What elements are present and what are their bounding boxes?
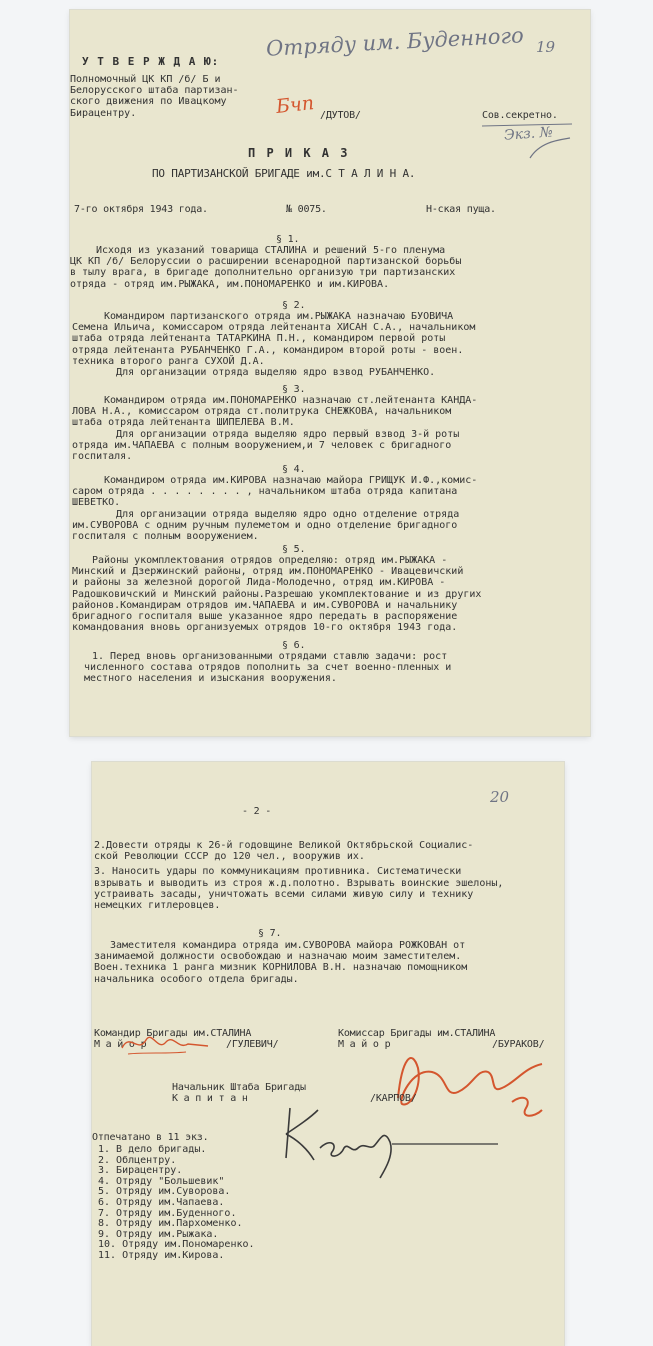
list-item: 11. Отряду им.Кирова. <box>98 1249 225 1261</box>
section-3-text: Командиром отряда им.ПОНОМАРЕНКО назначаю ст.лейтенанта КАНДА- ЛОВА Н.А., комиссаром отряда ст.политрука СНЕЖКОВА, начальником штаба отряда лейтенанта ШИПЕЛЕВА В.М. Для организации отряда выделяю ядро первый взвод 3-й роты отряда им.ЧАПАЕВА с полным вооружением,и 7 человек с бригадного госпиталя. <box>72 395 478 463</box>
section-4-text: Командиром отряда им.КИРОВА назначаю майора ГРИЩУК И.Ф.,комис- саром отряда . . . . . . . . , начальником штаба отряда капитана ШЕВЕТКО. Для организации отряда выделяю ядро одно отделение отряда им.СУВОРОВА с одним ручным пулеметом и одно отделение бригадного госпиталя с полным вооружением. <box>72 475 478 543</box>
commander-name: /ГУЛЕВИЧ/ <box>226 1039 279 1050</box>
list-item: 1. В дело бригады. <box>98 1144 207 1155</box>
handwritten-red-mark: Бчп <box>274 92 316 118</box>
approve-line: Бирацентру. <box>70 107 137 119</box>
list-item: 6. Отряду им.Чапаева. <box>98 1196 225 1208</box>
approve-label: У Т В Е Р Ж Д А Ю: <box>82 55 220 68</box>
copy-mark: Экз. № <box>503 124 554 144</box>
commissar-label: Комиссар Бригады им.СТАЛИНА <box>338 1028 496 1039</box>
distribution-header: Отпечатано в 11 экз. <box>92 1132 209 1143</box>
document-page-2 <box>92 762 564 1346</box>
handwritten-header: Отряду им. Буденного <box>265 23 525 61</box>
section-1-mark: § 1. <box>276 234 300 245</box>
commissar-rank: М а й о р <box>338 1039 391 1050</box>
approve-signature: /ДУТОВ/ <box>320 110 361 121</box>
approve-line: ского движения по Ивацкому <box>70 96 227 108</box>
commander-rank: М а й о р <box>94 1039 147 1050</box>
underline-scribble <box>480 122 576 162</box>
order-number: № 0075. <box>286 204 327 215</box>
chief-of-staff-label: Начальник Штаба Бригады <box>172 1082 306 1093</box>
order-date: 7-го октября 1943 года. <box>74 204 208 215</box>
section-5-text: Районы укомплектования отрядов определяю: отряд им.РЫЖАКА - Минский и Дзержинский районы, отряд им.ПОНОМАРЕНКО - Ивацевичский и районы за железной дорогой Лида-Молодечно, отряд им.КИРОВА - Радошковичский и Минский районы.Разрешаю укомплектование и из других районов.Командирам отрядов им.ЧАПАЕВА и им.СУВОРОВА и начальнику бригадного госпиталя выше указанное ядро передать в распоряжение командования вновь организуемых отрядов 10-го октября 1943 года. <box>72 555 482 634</box>
section-6-mark: § 6. <box>282 640 306 651</box>
section-3-mark: § 3. <box>282 384 306 395</box>
list-item: 9. Отряду им.Рыжака. <box>98 1228 219 1240</box>
order-subtitle: ПО ПАРТИЗАНСКОЙ БРИГАДЕ им.С Т А Л И Н А. <box>152 167 416 180</box>
commander-signature <box>116 1024 216 1060</box>
list-item: 7. Отряду им.Буденного. <box>98 1207 237 1219</box>
continuation-text: 2.Довести отряды к 26-й годовщине Великой Октябрьской Социалис- ской Революции СССР до 120 чел., вооружив их. 3. Наносить удары по коммуникациям противника. Систематически взрывать и выводить из строя ж.д.полотно. Взрывать воинские эшелоны, устраивать засады, уничтожать всеми силами живую силу и технику немецких гитлеровцев. <box>94 840 504 912</box>
chief-of-staff-signature <box>274 1088 504 1184</box>
chief-of-staff-rank: К а п и т а н <box>172 1093 248 1104</box>
section-2-mark: § 2. <box>282 300 306 311</box>
section-5-mark: § 5. <box>282 544 306 555</box>
commissar-name: /БУРАКОВ/ <box>492 1039 545 1050</box>
order-place: Н-ская пуща. <box>426 204 496 215</box>
secrecy-mark: Сов.секретно. <box>482 110 558 121</box>
section-6-text: 1. Перед вновь организованными отрядами ставлю задачи: рост численного состава отрядов пополнить за счет военно-пленных и местного населения и изыскания вооружения. <box>84 651 452 685</box>
document-page-1 <box>70 10 590 736</box>
distribution-list <box>98 1145 255 1262</box>
page-number: - 2 - <box>242 806 272 817</box>
section-7-mark: § 7. <box>258 928 282 939</box>
section-7-text: Заместителя командира отряда им.СУВОРОВА майора РОЖКОВАН от занимаемой должности освобождаю и назначаю моим заместителем. Воен.техника 1 ранга мизник КОРНИЛОВА В.Н. назначаю помощником начальника особого отдела бригады. <box>94 940 468 985</box>
handwritten-page-number-2: 20 <box>490 788 510 806</box>
handwritten-page-number: 19 <box>536 38 556 56</box>
section-2-text: Командиром партизанского отряда им.РЫЖАКА назначаю БУОВИЧА Семена Ильича, комиссаром отряда лейтенанта ХИСАН С.А., начальником штаба отряда лейтенанта ТАТАРКИНА П.Н., командиром первой роты отряда лейтенанта РУБАНЧЕНКО Г.А., командиром второй роты - воен. техника второго ранга СУХОЙ Д.А. Для организации отряда выделяю ядро взвод РУБАНЧЕНКО. <box>72 311 476 379</box>
list-item: 5. Отряду им.Суворова. <box>98 1186 231 1198</box>
section-1-text: Исходя из указаний товарища СТАЛИНА и решений 5-го пленума ЦК КП /б/ Белоруссии о расширении всенародной партизанской борьбы в тылу врага, в бригаде дополнительно организую три партизанских отряда - отряд им.РЫЖАКА, им.ПОНОМАРЕНКО и им.КИРОВА. <box>70 245 462 290</box>
list-item: 8. Отряду им.Пархоменко. <box>98 1218 243 1230</box>
chief-of-staff-name: /КАРПОВ/ <box>370 1093 417 1104</box>
approve-block <box>70 74 239 119</box>
list-item: 3. Бирацентру. <box>98 1165 183 1177</box>
approve-line: Полномочный ЦК КП /б/ Б и <box>70 74 221 85</box>
list-item: 10. Отряду им.Пономаренко. <box>98 1239 255 1251</box>
commander-label: Командир Бригады им.СТАЛИНА <box>94 1028 252 1039</box>
order-title: П Р И К А З <box>248 146 350 160</box>
approve-line: Белорусского штаба партизан- <box>70 85 239 97</box>
list-item: 4. Отряду "Большевик" <box>98 1175 225 1187</box>
section-4-mark: § 4. <box>282 464 306 475</box>
list-item: 2. Облцентру. <box>98 1154 177 1166</box>
